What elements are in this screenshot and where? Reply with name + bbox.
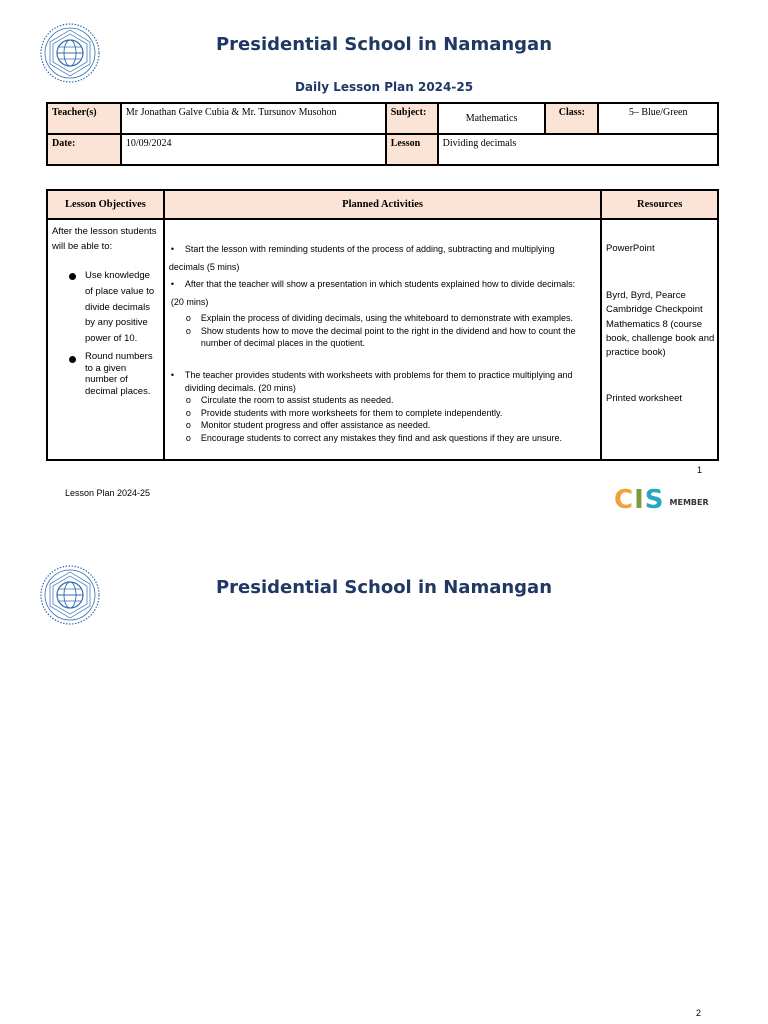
activity-sublist — [169, 394, 596, 444]
activity-subitem: o Encourage students to correct any mistakes they find and ask questions if they are unsure. — [169, 432, 596, 445]
school-title: Presidential School in Namangan — [215, 577, 553, 598]
activity-subitem: o Explain the process of dividing decimals, using the whiteboard to demonstrate with examples. — [169, 312, 596, 325]
activity-subitem: o Circulate the room to assist students as needed. — [169, 394, 596, 407]
activity-subitem: o Provide students with more worksheets for them to complete independently. — [169, 407, 596, 420]
resource-item: Printed worksheet — [606, 393, 683, 404]
bullet-icon: • — [170, 244, 175, 254]
activities-header: Planned Activities — [164, 190, 601, 219]
school-title: Presidential School in Namangan — [215, 34, 553, 55]
teacher-label: Teacher(s) — [47, 103, 121, 134]
subject-label: Subject: — [386, 103, 438, 134]
objectives-cell — [47, 219, 164, 460]
class-label: Class: — [545, 103, 598, 134]
activity-text: decimals (5 mins) — [168, 261, 240, 272]
objective-item: Use knowledge of place value to divide decimals by any positive power of 10. — [52, 268, 159, 346]
activity-subitem: o Monitor student progress and offer assistance as needed. — [169, 419, 596, 432]
resources-header: Resources — [601, 190, 718, 219]
objectives-intro: After the lesson students will be able to: — [52, 226, 157, 253]
activity-text: Start the lesson with reminding students of the process of adding, subtracting and multiplying — [184, 244, 555, 254]
activities-cell — [164, 219, 601, 460]
cis-member-logo — [614, 485, 709, 515]
activity-text: (20 mins) — [170, 296, 209, 307]
class-value: 5– Blue/Green — [598, 103, 718, 134]
bullet-icon: • — [170, 279, 175, 290]
footer-text: Lesson Plan 2024-25 — [65, 488, 151, 498]
cis-member-label: MEMBER — [669, 497, 709, 507]
page-number: 1 — [697, 465, 703, 475]
activity-text: After that the teacher will show a presentation in which students explained how to divide decimals: — [184, 279, 576, 290]
subject-value: Mathematics — [438, 103, 546, 134]
lesson-info-table — [46, 102, 719, 166]
lesson-label: Lesson — [386, 134, 438, 165]
plan-title: Daily Lesson Plan 2024-25 — [294, 80, 474, 94]
resource-item: PowerPoint — [606, 243, 655, 254]
cis-logo-text: CIS — [614, 485, 665, 515]
activity-block — [169, 241, 596, 350]
page-number: 2 — [696, 1008, 702, 1018]
activity-subitem: o Show students how to move the decimal point to the right in the dividend and how to count the number of decimal places in the quotient. — [169, 325, 596, 350]
activity-text: • The teacher provides students with worksheets with problems for them to practice multiplying and dividing decimals. (20 mins) — [169, 369, 596, 394]
date-label: Date: — [47, 134, 121, 165]
teacher-value: Mr Jonathan Galve Cubia & Mr. Tursunov Musohon — [121, 103, 386, 134]
objective-item: Round numbers to a given number of decimal places. — [52, 351, 159, 399]
lesson-value: Dividing decimals — [438, 134, 718, 165]
activity-sublist — [169, 312, 596, 350]
objectives-header: Lesson Objectives — [47, 190, 164, 219]
resource-item: Byrd, Byrd, Pearce Cambridge Checkpoint Mathematics 8 (course book, challenge book and practice book) — [606, 290, 715, 358]
objectives-list — [52, 268, 159, 398]
date-value: 10/09/2024 — [121, 134, 386, 165]
activity-block — [169, 369, 596, 445]
